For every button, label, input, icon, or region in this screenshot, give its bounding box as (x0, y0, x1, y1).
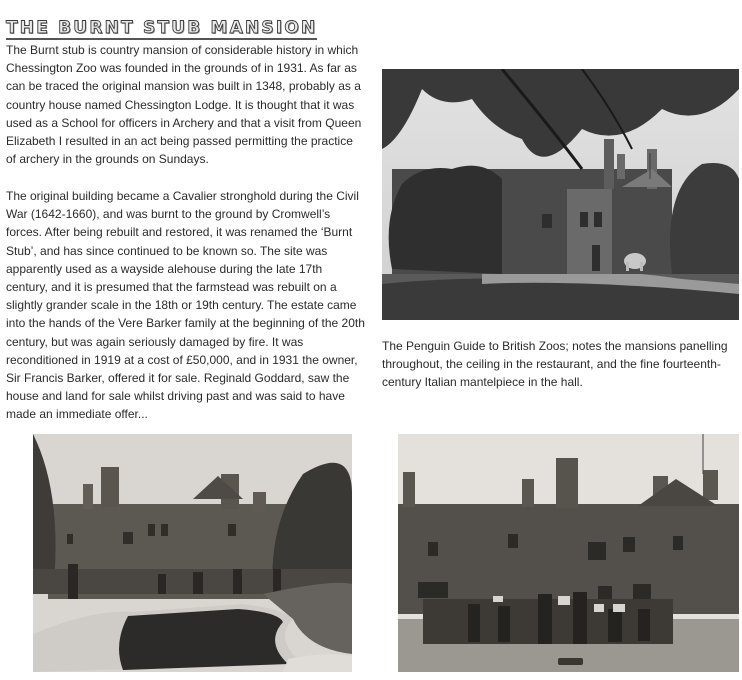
band-photo-image (398, 434, 739, 672)
photo-caption: The Penguin Guide to British Zoos; notes the mansions panelling throughout, the ceiling in the restaurant, and the fine fourteenth-century Italian mantelpiece in the hall. (382, 339, 728, 390)
mansion-photo-image (382, 69, 739, 320)
photo-mansion-front (382, 69, 739, 320)
history-paragraph-2: The original building became a Cavalier stronghold during the Civil War (1642-1660), and was burnt to the ground by Cromwell’s forces. After being rebuilt and restored, it was renamed the ‘Burnt Stub’, and has since continued to be known so. The site was apparently used as a wayside alehouse during the late 17th century, and it is presumed that the farmstead was rebuilt on a slightly grander scale in the 18th or 19th century. The estate came into the hands of the Vere Barker family at the beginning of the 20th century, but was again seriously damaged by fire. It was reconditioned in 1919 at a cost of £50,000, and in 1931 the owner, Sir Francis Barker, offered it for sale. Reginald Goddard, saw the house and land for sale whilst driving past and was said to have made an immediate offer... (6, 189, 365, 422)
photo-mansion-band (398, 434, 739, 672)
pond-photo-image (33, 434, 352, 672)
history-paragraph-1: The Burnt stub is country mansion of considerable history in which Chessington Zoo was founded in the grounds of in 1931. As far as can be traced the original mansion was built in 1348, probably as a country house named Chessington Lodge. It is thought that it was used as a School for officers in Archery and that a visit from Queen Elizabeth I resulted in an act being passed permitting the practice of archery in the grounds on Sundays. (6, 43, 362, 167)
page-title: THE BURNT STUB MANSION (6, 18, 318, 39)
photo-mansion-pond (33, 434, 352, 672)
